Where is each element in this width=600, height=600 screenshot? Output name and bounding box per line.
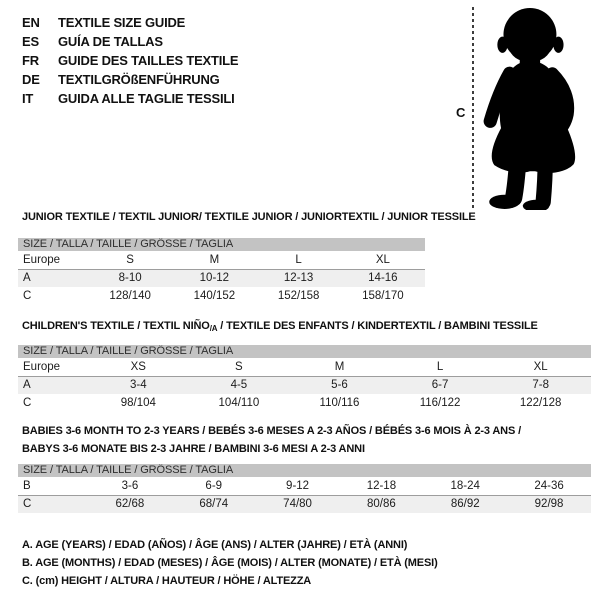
size-cell: 62/68	[115, 498, 145, 510]
size-cell: S	[235, 361, 243, 373]
babies-table-title	[22, 422, 521, 458]
legend-line-c: C. (cm) HEIGHT / ALTURA / HAUTEUR / HÖHE / ALTEZZA	[22, 575, 312, 587]
size-cell: 10-12	[199, 272, 230, 284]
height-measure-label: C	[456, 105, 466, 120]
size-cell: 8-10	[118, 272, 142, 284]
language-code: ES	[22, 34, 39, 49]
legend-line-b: B. AGE (MONTHS) / EDAD (MESES) / ÂGE (MOIS) / ALTER (MONATE) / ETÀ (MESI)	[22, 557, 438, 569]
children-title-sub: /A	[209, 324, 218, 333]
size-cell: S	[126, 254, 134, 266]
height-figure	[450, 4, 595, 210]
size-cell: 12-13	[283, 272, 314, 284]
size-cell: 14-16	[368, 272, 398, 284]
language-label: GUIDA ALLE TAGLIE TESSILI	[58, 91, 235, 106]
size-cell: 98/104	[120, 397, 156, 409]
language-code: IT	[22, 91, 34, 106]
size-cell: 92/98	[534, 498, 564, 510]
children-title-main: CHILDREN'S TEXTILE / TEXTIL NIÑO	[22, 320, 210, 332]
size-cell: 158/170	[362, 290, 404, 302]
size-cell: XL	[375, 254, 390, 266]
size-cell: 74/80	[283, 498, 312, 510]
size-cell: 86/92	[450, 498, 480, 510]
language-label: GUIDE DES TAILLES TEXTILE	[58, 53, 239, 68]
height-dashed-line	[472, 7, 474, 208]
size-cell: 24-36	[534, 480, 564, 492]
language-row	[22, 51, 238, 70]
size-cell: 3-4	[129, 379, 147, 391]
size-cell: L	[436, 361, 444, 373]
size-cell: 116/122	[419, 397, 461, 409]
babies-title-line1: BABIES 3-6 MONTH TO 2-3 YEARS / BEBÉS 3-6 MESES A 2-3 AÑOS / BÉBÉS 3-6 MOIS À 2-3 ANS /	[22, 425, 521, 437]
size-cell: 6-9	[205, 480, 223, 492]
size-cell: 122/128	[519, 397, 562, 409]
children-table-title	[22, 320, 538, 333]
table-row-height	[18, 495, 591, 513]
size-cell: XL	[533, 361, 548, 373]
legend-line-a: A. AGE (YEARS) / EDAD (AÑOS) / ÂGE (ANS) / ALTER (JAHRE) / ETÀ (ANNI)	[22, 539, 408, 551]
size-cell: 140/152	[193, 290, 236, 302]
table-row-age	[18, 376, 591, 394]
language-label: GUÍA DE TALLAS	[58, 34, 163, 49]
measurement-legend	[22, 536, 438, 590]
table-row-height	[18, 394, 591, 412]
size-cell: 4-5	[230, 379, 248, 391]
language-list	[22, 13, 238, 108]
children-title-rest: / TEXTILE DES ENFANTS / KINDERTEXTIL / BAMBINI TESSILE	[217, 320, 538, 332]
table-row-height	[18, 287, 425, 305]
language-row	[22, 89, 238, 108]
language-code: FR	[22, 53, 39, 68]
size-cell: 12-18	[366, 480, 397, 492]
size-cell: 152/158	[277, 290, 320, 302]
size-header-bar: SIZE / TALLA / TAILLE / GRÖSSE / TAGLIA	[18, 464, 591, 477]
size-header-bar: SIZE / TALLA / TAILLE / GRÖSSE / TAGLIA	[18, 238, 425, 251]
children-size-table	[18, 345, 591, 412]
row-label-cell: Europe	[23, 361, 61, 373]
row-label-cell: C	[23, 397, 32, 409]
row-label-cell: C	[23, 498, 32, 510]
size-cell: 7-8	[532, 379, 549, 391]
table-row-europe	[18, 251, 425, 269]
row-label-cell: A	[23, 272, 31, 284]
size-cell: 6-7	[431, 379, 449, 391]
size-cell: 5-6	[331, 379, 348, 391]
size-cell: 80/86	[367, 498, 396, 510]
language-label: TEXTILGRÖßENFÜHRUNG	[58, 72, 220, 87]
junior-table-title: JUNIOR TEXTILE / TEXTIL JUNIOR/ TEXTILE JUNIOR / JUNIORTEXTIL / JUNIOR TESSILE	[22, 211, 476, 223]
table-row-age-months	[18, 477, 591, 495]
size-cell: 104/110	[218, 397, 260, 409]
language-row	[22, 32, 238, 51]
language-code: EN	[22, 15, 40, 30]
size-header-bar: SIZE / TALLA / TAILLE / GRÖSSE / TAGLIA	[18, 345, 591, 358]
row-label-cell: C	[23, 290, 32, 302]
size-cell: M	[334, 361, 345, 373]
language-row	[22, 13, 238, 32]
size-cell: 68/74	[199, 498, 229, 510]
table-row-age	[18, 269, 425, 287]
table-row-europe	[18, 358, 591, 376]
size-cell: M	[209, 254, 220, 266]
row-label-cell: A	[23, 379, 31, 391]
language-code: DE	[22, 72, 40, 87]
size-cell: 18-24	[450, 480, 480, 492]
junior-size-table	[18, 238, 425, 305]
language-row	[22, 70, 238, 89]
babies-size-table	[18, 464, 591, 513]
size-cell: L	[295, 254, 302, 266]
row-label-cell: Europe	[23, 254, 61, 266]
size-cell: 9-12	[286, 480, 310, 492]
baby-silhouette-icon	[477, 6, 589, 210]
row-label-cell: B	[23, 480, 31, 492]
size-cell: 128/140	[109, 290, 151, 302]
size-cell: XS	[130, 361, 146, 373]
language-label: TEXTILE SIZE GUIDE	[58, 15, 186, 30]
size-cell: 3-6	[121, 480, 139, 492]
babies-title-line2: BABYS 3-6 MONATE BIS 2-3 JAHRE / BAMBINI 3-6 MESI A 2-3 ANNI	[22, 443, 365, 455]
size-cell: 110/116	[319, 397, 360, 409]
